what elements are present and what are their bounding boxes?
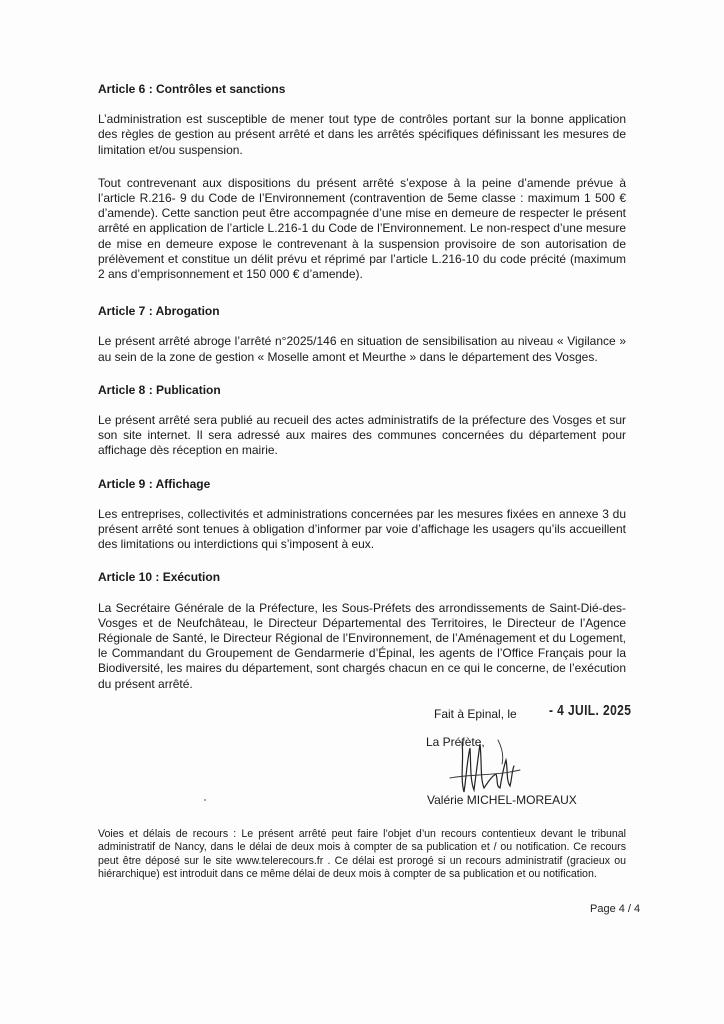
article-6-paragraph-2: Tout contrevenant aux dispositions du présent arrêté s’expose à la peine d’amende prévue à l’article R.216- 9 du Code de l’Environnement (contravention de 5eme classe : maximum 1 500 € d’amende). Cette sanction peut être accompagnée d’une mise en demeure de respecter le présent arrêté en application de l’article L.216-1 du Code de l’Environnement. Le non-respect d’une mesure de mise en demeure expose le contrevenant à la suspension provisoire de son autorisation de prélèvement et constitue un délit prévu et réprimé par l’article L.216-10 du code précité (maximum 2 ans d’emprisonnement et 150 000 € d’amende).	[98, 175, 626, 282]
recours-notice: Voies et délais de recours : Le présent arrêté peut faire l’objet d’un recours contentieux devant le tribunal administratif de Nancy, dans le délai de deux mois à compter de sa publication et / ou notification. Ce recours peut être déposé sur le site www.telerecours.fr . Ce délai est prorogé si un recours administratif (gracieux ou hiérarchique) est introduit dans ce même délai de deux mois à compter de sa publication et ou notification.	[98, 828, 626, 881]
article-10-paragraph-1: La Secrétaire Générale de la Préfecture, les Sous-Préfets des arrondissements de Saint-Dié-des-Vosges et de Neufchâteau, le Directeur Départemental des Territoires, le Directeur de l’Agence Régionale de Santé, le Directeur Régional de l’Environnement, de l’Aménagement et du Logement, le Commandant du Groupement de Gendarmerie d’Épinal, les agents de l’Office Français pour la Biodiversité, les maires du département, sont chargés chacun en ce qui le concerne, de l’exécution du présent arrêté.	[98, 600, 626, 691]
signatory-name: Valérie MICHEL-MOREAUX	[427, 793, 577, 807]
article-10-heading: Article 10 : Exécution	[98, 570, 221, 585]
article-8-paragraph-1: Le présent arrêté sera publié au recueil des actes administratifs de la préfecture des Vosges et sur son site internet. Il sera adressé aux maires des communes concernées du département pour affichage dès réception en mairie.	[98, 413, 626, 458]
page-number: Page 4 / 4	[590, 903, 641, 915]
article-7-heading: Article 7 : Abrogation	[98, 304, 220, 319]
article-9-paragraph-1: Les entreprises, collectivités et administrations concernées par les mesures fixées en annexe 3 du présent arrêté sont tenues à obligation d’informer par voie d’affichage les usagers qu’ils accueillent des limitations ou interdictions qui s’imposent à eux.	[98, 506, 626, 552]
document-body	[98, 82, 626, 710]
article-6-paragraph-1: L’administration est susceptible de mener tout type de contrôles portant sur la bonne application des règles de gestion au présent arrêté et dans les arrêtés spécifiques définissant les mesures de limitation et/ou suspension.	[98, 112, 626, 157]
article-6-heading: Article 6 : Contrôles et sanctions	[98, 82, 286, 96]
scan-speck	[204, 799, 206, 801]
handwritten-signature	[440, 730, 530, 800]
date-stamp: - 4 JUIL. 2025	[549, 702, 632, 719]
signature-place: Fait à Epinal, le	[434, 707, 517, 721]
article-7-paragraph-1: Le présent arrêté abroge l’arrêté n°2025/146 en situation de sensibilisation au niveau « Vigilance » au sein de la zone de gestion « Moselle amont et Meurthe » dans le département des Vosges.	[98, 334, 626, 364]
article-8-heading: Article 8 : Publication	[98, 382, 221, 397]
article-9-heading: Article 9 : Affichage	[98, 476, 211, 491]
signature-title: La Préfète,	[426, 735, 485, 749]
